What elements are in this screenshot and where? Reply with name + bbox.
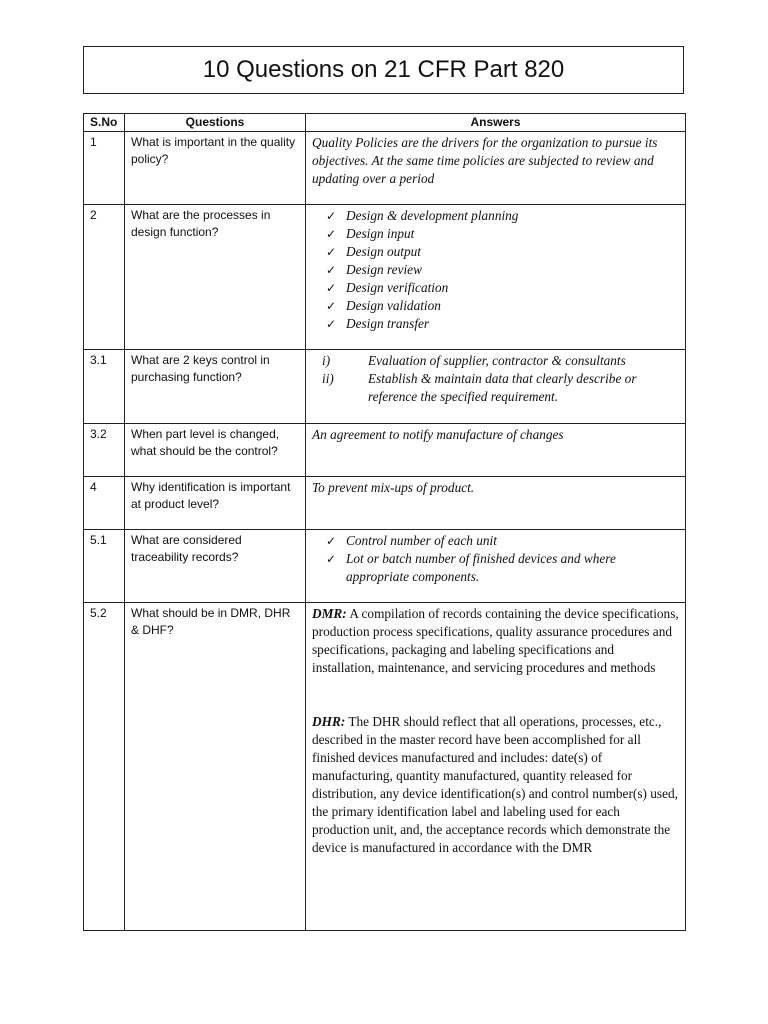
list-item: i) Evaluation of supplier, contractor & consultants — [322, 353, 626, 368]
row-question: What should be in DMR, DHR & DHF? — [125, 603, 306, 931]
row-question: Why identification is important at product level? — [125, 477, 306, 530]
row-answer — [306, 350, 686, 424]
purchasing-controls-list — [312, 352, 679, 406]
list-item: ✓ Design validation — [326, 298, 441, 313]
list-item: ✓ Design input — [326, 226, 415, 241]
checkmark-icon: ✓ — [326, 245, 337, 259]
table-row — [84, 603, 686, 931]
row-question: What are 2 keys control in purchasing function? — [125, 350, 306, 424]
dhr-label: DHR: — [312, 714, 346, 729]
row-question: When part level is changed, what should be the control? — [125, 424, 306, 477]
table-row — [84, 424, 686, 477]
dmr-text: A compilation of records containing the device specifications, production process specifications, quality assurance procedures and specifications, packaging and labeling specifications and installation, maintenance, and servicing procedures and methods — [312, 606, 679, 675]
list-item: ✓ Design transfer — [326, 316, 430, 331]
table-row — [84, 350, 686, 424]
traceability-list — [312, 532, 679, 586]
list-item: ✓ Design & development planning — [326, 208, 519, 223]
row-answer — [306, 530, 686, 603]
row-sno: 2 — [84, 205, 125, 350]
checkmark-icon: ✓ — [326, 317, 337, 331]
qa-table — [83, 113, 686, 931]
row-question: What are the processes in design function? — [125, 205, 306, 350]
list-item: ✓ Lot or batch number of finished devices and where appropriate components. — [326, 551, 616, 584]
design-process-list — [312, 207, 679, 333]
list-item: ✓ Design output — [326, 244, 421, 259]
row-question: What are considered traceability records? — [125, 530, 306, 603]
table-header-row — [84, 114, 686, 132]
table-row — [84, 477, 686, 530]
dmr-label: DMR: — [312, 606, 347, 621]
row-question: What is important in the quality policy? — [125, 132, 306, 205]
row-sno: 3.1 — [84, 350, 125, 424]
checkmark-icon: ✓ — [326, 263, 337, 277]
row-answer — [306, 205, 686, 350]
row-sno: 1 — [84, 132, 125, 205]
row-sno: 4 — [84, 477, 125, 530]
table-row — [84, 205, 686, 350]
list-item: ✓ Design verification — [326, 280, 449, 295]
row-answer — [306, 603, 686, 931]
checkmark-icon: ✓ — [326, 534, 337, 548]
row-answer: To prevent mix-ups of product. — [306, 477, 686, 530]
header-answers: Answers — [306, 114, 686, 132]
row-sno: 5.2 — [84, 603, 125, 931]
checkmark-icon: ✓ — [326, 227, 337, 241]
list-item: ii) Establish & maintain data that clearly describe or reference the specified requirement. — [322, 371, 637, 404]
checkmark-icon: ✓ — [326, 281, 337, 295]
row-sno: 3.2 — [84, 424, 125, 477]
row-sno: 5.1 — [84, 530, 125, 603]
list-item: ✓ Design review — [326, 262, 422, 277]
checkmark-icon: ✓ — [326, 552, 337, 566]
checkmark-icon: ✓ — [326, 209, 337, 223]
list-item: ✓ Control number of each unit — [326, 533, 497, 548]
dmr-paragraph — [312, 605, 679, 677]
checkmark-icon: ✓ — [326, 299, 337, 313]
row-answer: Quality Policies are the drivers for the organization to pursue its objectives. At the same time policies are subjected to review and updating over a period — [306, 132, 686, 205]
table-row — [84, 530, 686, 603]
row-answer: An agreement to notify manufacture of changes — [306, 424, 686, 477]
header-questions: Questions — [125, 114, 306, 132]
header-sno: S.No — [84, 114, 125, 132]
dhr-text: The DHR should reflect that all operations, processes, etc., described in the master record have been accomplished for all finished devices manufactured and includes: date(s) of manufacturing, quantity manufactured, quantity released for distribution, any device identification(s) and control number(s) used, the primary identification label and labeling used for each production unit, and, the acceptance records which demonstrate the device is manufactured in accordance with the DMR — [312, 714, 678, 855]
table-row — [84, 132, 686, 205]
page-title: 10 Questions on 21 CFR Part 820 — [83, 46, 684, 94]
dhr-paragraph — [312, 713, 679, 857]
